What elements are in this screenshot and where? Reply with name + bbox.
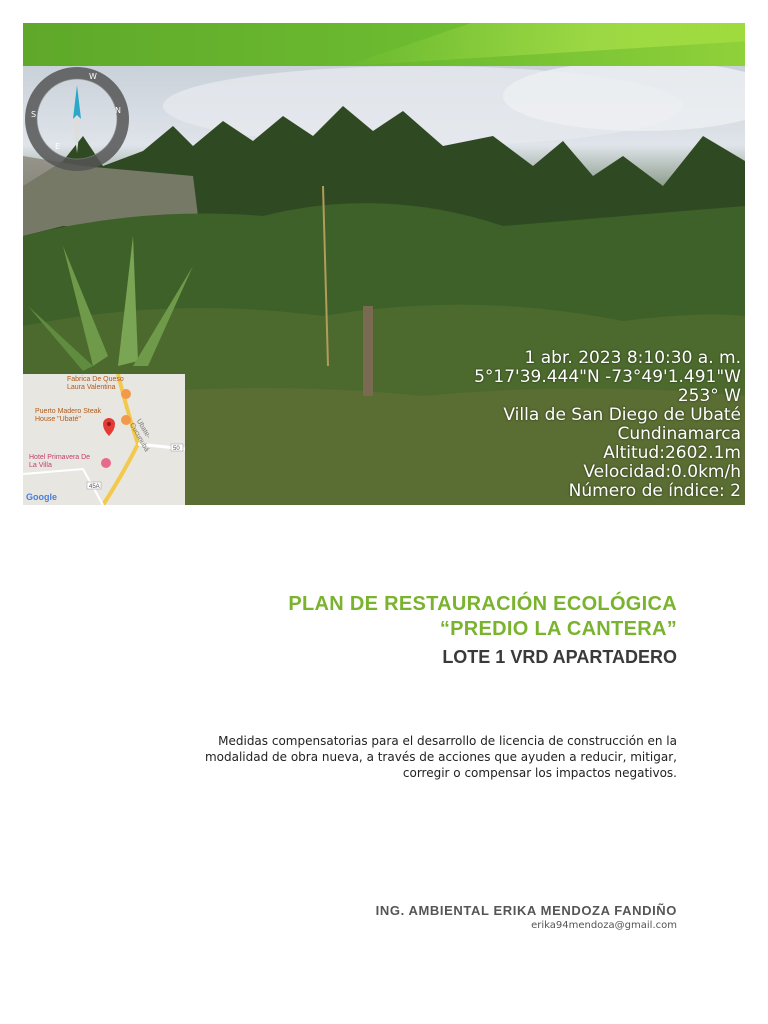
- document-title-block: [288, 592, 677, 668]
- document-title: PLAN DE RESTAURACIÓN ECOLÓGICA: [288, 593, 677, 615]
- photo-heading: 253° W: [677, 386, 741, 406]
- map-poi-steak-house: Puerto Madero Steak House "Ubaté": [35, 408, 102, 423]
- compass-s-label: S: [31, 110, 37, 119]
- header-green-band: [23, 23, 745, 66]
- photo-coordinates: 5°17'39.444"N -73°49'1.491"W: [474, 367, 741, 387]
- photo-place: Villa de San Diego de Ubaté: [503, 405, 741, 425]
- photo-datetime: 1 abr. 2023 8:10:30 a. m.: [524, 348, 741, 368]
- compass-n-label: N: [115, 106, 121, 115]
- photo-metadata: [474, 349, 741, 501]
- google-logo: Google: [26, 492, 57, 502]
- author-email[interactable]: erika94mendoza@gmail.com: [531, 920, 677, 931]
- map-poi-cheese-factory: Fabrica De Queso Laura Valentina: [67, 376, 124, 391]
- photo-index: Número de índice: 2: [568, 481, 741, 501]
- document-title-project: “PREDIO LA CANTERA”: [439, 618, 677, 640]
- cover-photo: [23, 66, 745, 505]
- document-subtitle: LOTE 1 VRD APARTADERO: [442, 647, 677, 667]
- compass-icon: [25, 67, 129, 171]
- map-roads: [23, 374, 185, 505]
- location-minimap: [23, 374, 185, 505]
- map-poi-hotel: Hotel Primavera De La Villa: [29, 454, 91, 469]
- photo-region: Cundinamarca: [617, 424, 741, 444]
- photo-altitude: Altitud:2602.1m: [603, 443, 741, 463]
- compass-e-label: E: [55, 142, 61, 151]
- map-route-45a: 45A: [89, 484, 100, 490]
- header-stripe: [345, 23, 745, 66]
- author-name: ING. AMBIENTAL ERIKA MENDOZA FANDIÑO: [375, 903, 677, 918]
- compass-w-label: W: [89, 72, 97, 81]
- document-description: Medidas compensatorias para el desarrollo de licencia de construcción en la modalidad de obra nueva, a través de acciones que ayuden a reducir, mitigar, corregir o compensar los impactos negativos.: [204, 734, 677, 780]
- map-route-50: 50: [173, 446, 180, 452]
- map-road-label: Ubate-Cucunubá: [128, 418, 152, 454]
- photo-speed: Velocidad:0.0km/h: [583, 462, 741, 482]
- author-block: [376, 903, 677, 931]
